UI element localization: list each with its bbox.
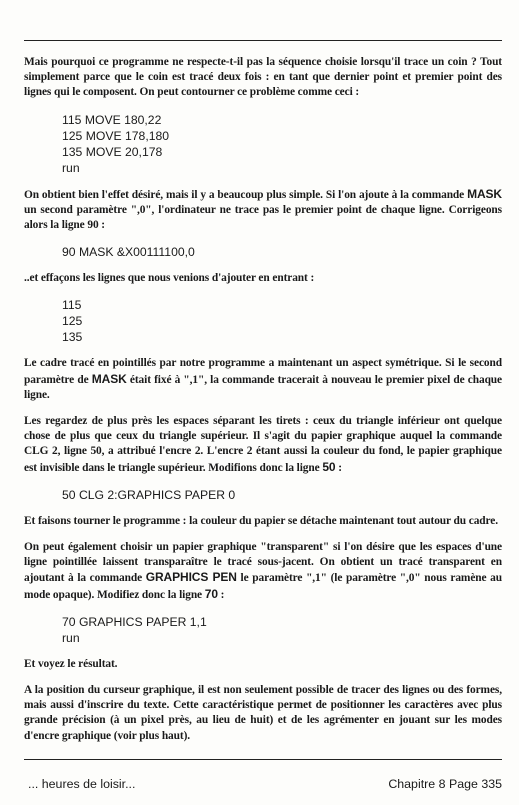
paragraph-6: Et faisons tourner le programme : la couleur du papier se détache maintenant tout autour du cadre.: [24, 514, 498, 527]
text-run: Les regardez de plus près les espaces séparant les tirets : ceux du triangle inférieur ont quelque chose de plus que ceux du triangle supérieur. Il s'agit du papier graphique auquel la commande CLG 2, ligne 50, a attribué l'encre 2. L'encre 2 étant aussi la couleur du fond, le papier graphique est invisible dans le triangle supérieur. Modifions donc la ligne: [24, 415, 502, 474]
code-line: 70 GRAPHICS PAPER 1,1: [62, 614, 207, 629]
page-body: [24, 55, 502, 755]
code-block-1: [62, 112, 502, 176]
text-run: le paramètre ",1" (le paramètre ",0" nous ramène au mode opaque). Modifiez donc la ligne: [24, 572, 502, 601]
code-line: run: [62, 160, 80, 175]
bottom-rule: [24, 759, 502, 760]
code-line: 125 MOVE 178,180: [62, 128, 170, 143]
code-line: 115 MOVE 180,22: [62, 112, 162, 127]
keyword-mask: MASK: [467, 186, 502, 201]
line-number-ref: 50: [322, 459, 336, 474]
text-run: On peut également choisir un papier graphique "transparent" si l'on désire que les espaces d'une ligne pointillée laissent transparaître le tracé sous-jacent. On obtient un tracé transparent en ajoutant à la commande: [24, 541, 502, 585]
code-block-4: [62, 487, 502, 503]
paragraph-7: [24, 540, 502, 603]
text-run: un second paramètre ",0", l'ordinateur ne trace pas le premier point de chaque ligne. Corrigeons alors la ligne 90 :: [24, 203, 502, 232]
code-line: 125: [62, 314, 83, 329]
text-run: :: [335, 461, 342, 474]
paragraph-1: Mais pourquoi ce programme ne respecte-t-il pas la séquence choisie lorsqu'il trace un coin ? Tout simplement parce que le coin est tracé deux fois : en tant que dernier point et premier point des lignes qui le composent. On peut contourner ce problème comme ceci :: [24, 56, 502, 99]
paragraph-9: A la position du curseur graphique, il est non seulement possible de tracer des lignes ou des formes, mais aussi d'inscrire du texte. Cette caractéristique permet de positionner les caractères avec plus grande précision (à un pixel près, au lieu de huit) et de les agrémenter en jouant sur les modes d'encre graphique (voir plus haut).: [24, 684, 502, 742]
paragraph-5: [24, 414, 502, 476]
code-line: 135: [62, 330, 83, 345]
paragraph-4: [24, 356, 502, 403]
text-run: :: [217, 588, 225, 601]
code-block-2: [62, 244, 502, 260]
line-number-ref: 70: [204, 586, 218, 601]
footer-page-number: Chapitre 8 Page 335: [388, 777, 502, 791]
text-run: Le cadre tracé en pointillés par notre programme a maintenant un aspect symétrique. Si le second paramètre de: [24, 357, 502, 386]
code-line: 50 CLG 2:GRAPHICS PAPER 0: [62, 487, 236, 502]
code-block-5: [62, 614, 502, 646]
paragraph-2: [24, 187, 502, 234]
text-run: était fixé à ",1", la commande tracerait à nouveau le premier pixel de chaque ligne.: [24, 373, 502, 401]
text-run: On obtient bien l'effet désiré, mais il y a beaucoup plus simple. Si l'on ajoute à la commande: [24, 188, 468, 201]
page-footer: [24, 777, 502, 795]
code-block-3: [62, 297, 502, 345]
keyword-graphics-pen: GRAPHICS PEN: [145, 570, 237, 585]
code-line: 135 MOVE 20,178: [62, 144, 163, 159]
footer-title: ... heures de loisir...: [28, 777, 136, 791]
top-rule: [24, 40, 502, 41]
keyword-mask: MASK: [91, 371, 127, 386]
code-line: run: [62, 630, 80, 645]
code-line: 90 MASK &X00111100,0: [62, 245, 195, 260]
code-line: 115: [62, 298, 82, 313]
paragraph-3: ..et effaçons les lignes que nous venions d'ajouter en entrant :: [24, 272, 315, 285]
paragraph-8: Et voyez le résultat.: [24, 657, 118, 670]
